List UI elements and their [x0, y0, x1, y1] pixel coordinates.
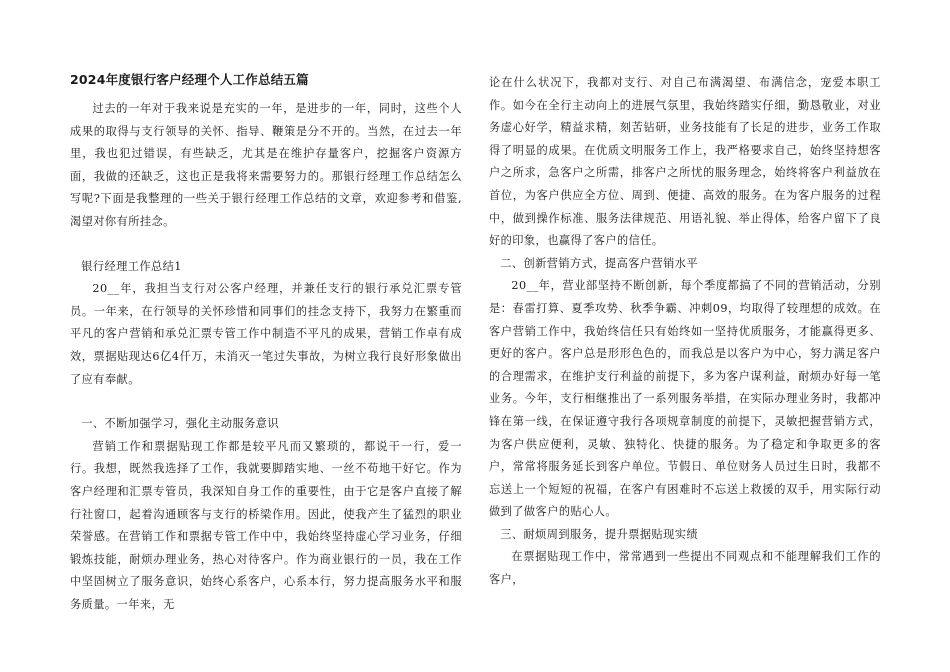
paragraph-3: 20__年，营业部坚持不断创新，每个季度都搞了不同的营销活动，分别是：春雷打算、夏季攻势、秋季争霸、冲刺09，均取得了较理想的成效。在客户营销工作中，我始终信任只有始终如一坚持优质服务，才能赢得更多、更好的客户。客户总是形形色色的，而我总是以客户为中心，努力满足客户的合理需求，在维护支行利益的前提下，多为客户谋利益，耐烦办好每一笔业务。今年，支行相继推出了一系列服务举措，在实际办理业务时，我都冲锋在第一线，在保证遵守我行各项规章制度的前提下，灵敏把握营销方式，为客户供应便利，灵敏、独特化、快捷的服务。为了稳定和争取更多的客户，常常将服务延长到客户单位。节假日、单位财务人员过生日时，我都不忘送上一个短短的祝福，在客户有困难时不忘送上救援的双手，用实际行动做到了做客户的贴心人。	[489, 279, 881, 519]
paragraph-4: 在票据贴现工作中，常常遇到一些提出不同观点和不能理解我们工作的客户，	[489, 550, 881, 587]
intro-paragraph: 过去的一年对于我来说是充实的一年，是进步的一年，同时，这些个人成果的取得与支行领导的关怀、指导、鞭策是分不开的。当然，在过去一年里，我也犯过错误，有些缺乏，尤其是在维护存量客户，挖掘客户资源方面，我做的还缺乏，这也正是我将来需要努力的。那银行经理工作总结怎么写呢?下面是我整理的一些关于银行经理工作总结的文章，欢迎参考和借鉴,渴望对你有所挂念。	[70, 102, 462, 228]
heading-2: 二、创新营销方式，提高客户营销水平	[500, 256, 699, 270]
left-column	[70, 72, 462, 616]
heading-1: 一、不断加强学习，强化主动服务意识	[81, 417, 280, 431]
heading-3: 三、耐烦周到服务，提升票据贴现实绩	[500, 527, 699, 541]
section-title: 银行经理工作总结1	[81, 259, 182, 273]
paragraph-1: 20__年，我担当支行对公客户经理，并兼任支行的银行承兑汇票专管员。一年来，在行领导的关怀珍惜和同事们的挂念支持下，我努力在繁重而平凡的客户营销和承兑汇票专管工作中制造不平凡的成果，营销工作卓有成效，票据贴现达6亿4仟万，未消灭一笔过失事故，为树立我行良好形象做出了应有奉献。	[70, 282, 462, 386]
paragraph-2: 营销工作和票据贴现工作都是较平凡而又繁琐的，都说干一行，爱一行。我想，既然我选择了工作，我就要脚踏实地、一丝不苟地干好它。作为客户经理和汇票专管员，我深知自身工作的重要性，由于它是客户直接了解行社窗口，起着沟通顾客与支行的桥梁作用。因此，使我产生了猛烈的职业荣誉感。在营销工作和票据专管工作中中，我始终坚持虚心学习业务，仔细锻炼技能，耐烦办理业务，热心对待客户。作为商业银行的一员，我在工作中坚固树立了服务意识，始终心系客户，心系本行，努力提高服务水平和服务质量。一年来，无	[70, 439, 462, 611]
document-title: 2024年度银行客户经理个人工作总结五篇	[70, 72, 309, 87]
right-column	[489, 72, 881, 592]
paragraph-2-continued: 论在什么状况下，我都对支行、对自己布满渴望、布满信念，宠爱本职工作。如今在全行主动向上的进展气氛里，我始终踏实仔细，勤恳敬业，对业务虚心好学，精益求精，刻苦钻研，业务技能有了长足的进步，业务工作取得了明显的成果。在优质文明服务工作上，我严格要求自己，始终坚持想客户之所求，急客户之所需，排客户之所忧的服务理念，始终将客户利益放在首位，为客户供应全方位、周到、便捷、高效的服务。在为客户服务的过程中，做到操作标准、服务法律规范、用语礼貌、举止得体，给客户留下了良好的印象，也赢得了客户的信任。	[489, 76, 881, 248]
